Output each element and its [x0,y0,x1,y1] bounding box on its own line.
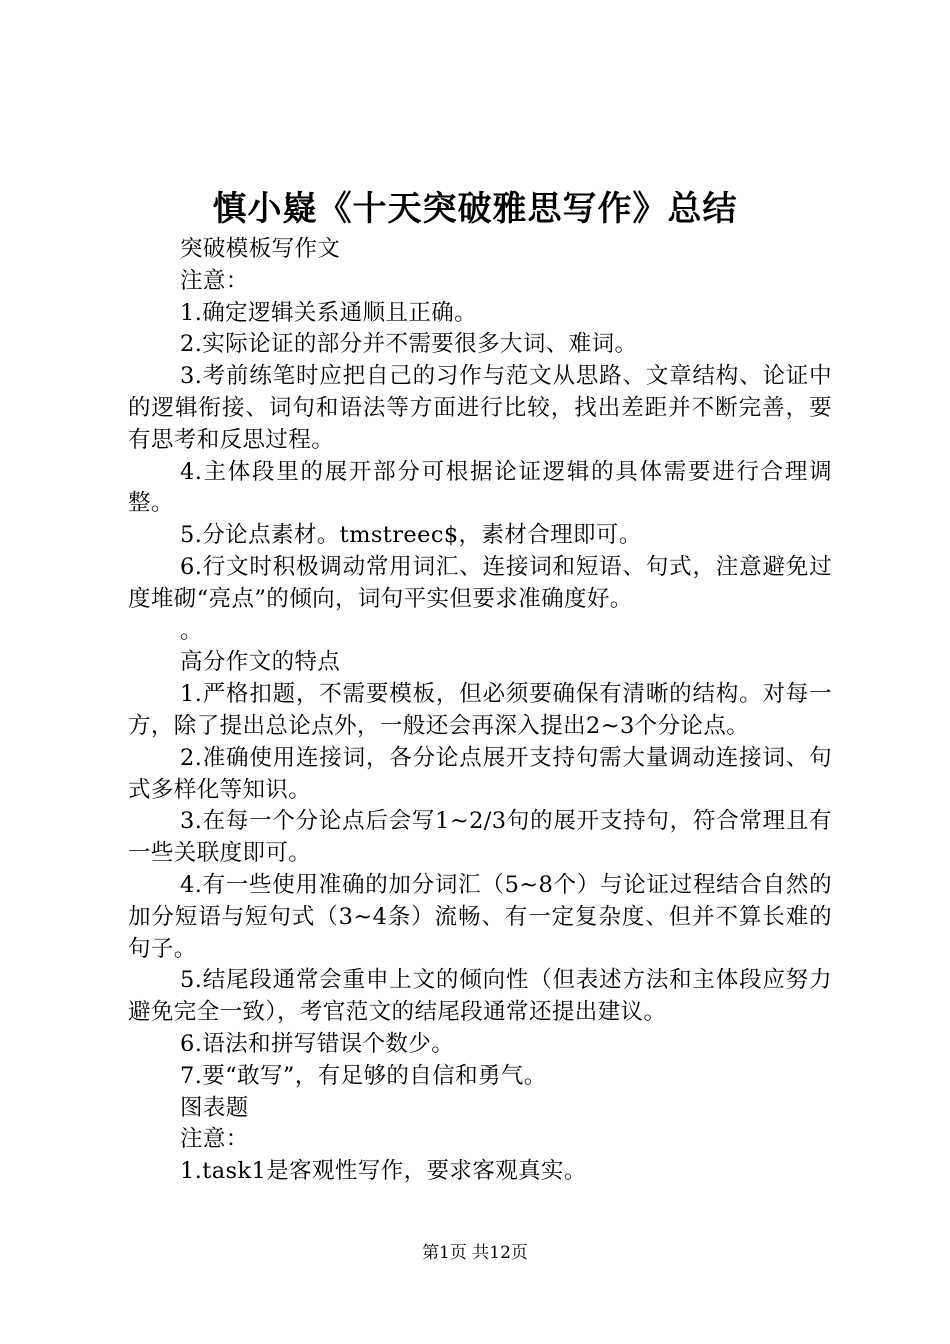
list-item: 4.主体段里的展开部分可根据论证逻辑的具体需要进行合理调整。 [128,458,832,517]
list-item: 1.确定逻辑关系通顺且正确。 [180,299,478,326]
note-label: 注意： [180,1126,249,1153]
list-item: 2.准确使用连接词，各分论点展开支持句需大量调动连接词、句式多样化等知识。 [128,744,832,803]
note-label: 注意： [180,267,249,294]
page-title: 慎小嶷《十天突破雅思写作》总结 [212,189,738,229]
stray-punctuation: 。 [180,617,203,644]
list-item: 5.结尾段通常会重申上文的倾向性（但表述方法和主体段应努力避免完全一致），考官范文的结尾段通常还提出建议。 [128,967,832,1026]
list-item: 6.行文时积极调动常用词汇、连接词和短语、句式，注意避免过度堆砌“亮点”的倾向，词句平实但要求准确度好。 [128,553,832,612]
list-item: 6.语法和拼写错误个数少。 [180,1030,455,1057]
section-heading: 高分作文的特点 [180,649,341,676]
document-body [128,234,832,1188]
list-item: 5.分论点素材。tmstreec$，素材合理即可。 [180,522,642,549]
list-item: 1.严格扣题，不需要模板，但必须要确保有清晰的结构。对每一方，除了提出总论点外，一般还会再深入提出2~3个分论点。 [128,681,832,739]
section-heading: 图表题 [180,1094,249,1121]
list-item: 7.要“敢写”，有足够的自信和勇气。 [180,1062,547,1089]
list-item: 3.在每一个分论点后会写1~2/3句的展开支持句，符合常理且有一些关联度即可。 [128,808,832,867]
page-footer: 第1页 共12页 [422,1243,528,1263]
list-item: 4.有一些使用准确的加分词汇（5~8个）与论证过程结合自然的加分短语与短句式（3~4条）流畅、有一定复杂度、但并不算长难的句子。 [128,871,832,962]
section-heading: 突破模板写作文 [180,236,341,262]
list-item: 1.task1是客观性写作，要求客观真实。 [180,1158,587,1185]
list-item: 2.实际论证的部分并不需要很多大词、难词。 [180,331,638,358]
list-item: 3.考前练笔时应把自己的习作与范文从思路、文章结构、论证中的逻辑衔接、词句和语法等方面进行比较，找出差距并不断完善，要有思考和反思过程。 [128,363,832,453]
